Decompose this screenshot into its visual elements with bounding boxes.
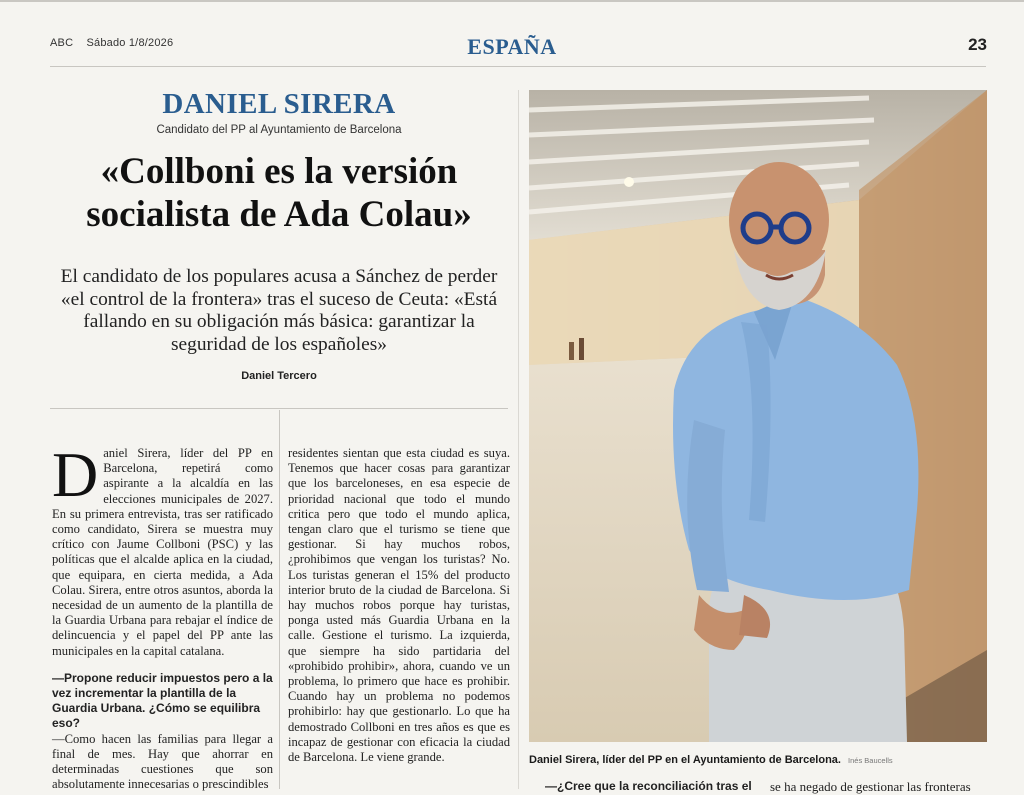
issue-date: Sábado 1/8/2026 bbox=[86, 37, 174, 49]
headline-line-1: «Collboni es la versión bbox=[100, 151, 458, 192]
photo-credit: Inés Baucells bbox=[848, 756, 893, 765]
next-column-fragment: se ha negado de gestionar las fronteras bbox=[770, 779, 971, 794]
column-2-text: residentes sientan que esta ciudad es suya. Tenemos que hacer cosas para garantizar que los barceloneses, en esa especie de prioridad nacional que todo el mundo critica pero que todo el mundo aplica, tengan claro que el turismo se tiene que gestionar. Si hay muchos robos, ¿prohibimos que vengan los turistas? No. Los turistas generan el 15% del producto interior bruto de la ciudad de Barcelona. Si hay muchos robos porque hay turistas, ponga usted más Guardia Urbana en la calle. Gestione el turismo. La izquierda, que siempre ha sido partidaria del «prohibido prohibir», ahora, cuando ve un problema, lo primero que hace es prohibir. Cuando hay un problema no podemos prohibirlo: hay que gestionarlo. Lo que ha demostrado Collboni en tres años es que es incapaz de gestionar con eficacia la ciudad de Barcelona. Le viene grande. bbox=[288, 446, 510, 765]
photo-caption bbox=[529, 754, 893, 766]
article-headline bbox=[40, 150, 518, 236]
caption-text: Daniel Sirera, líder del PP en el Ayuntamiento de Barcelona. bbox=[529, 754, 841, 766]
article-deck: El candidato de los populares acusa a Sánchez de perder «el control de la frontera» tras el suceso de Ceuta: «Está fallando en su obligación más básica: garantizar la seguridad de los españoles» bbox=[60, 266, 498, 355]
deck-rule bbox=[50, 408, 508, 409]
page-header bbox=[0, 28, 1024, 68]
intro-paragraph bbox=[52, 439, 273, 659]
photo-illustration bbox=[529, 90, 987, 742]
interview-question: —Propone reducir impuestos pero a la vez incrementar la plantilla de la Guardia Urbana. ¿Cómo se equilibra eso? bbox=[52, 670, 273, 731]
intro-text: aniel Sirera, líder del PP en Barcelona, repetirá como aspirante a la alcaldía en las elecciones municipales de 2027. En su primera entrevista, tras ser ratificado como candidato, Sirera se muestra muy crítico con Jaume Collboni (PSC) y las políticas que el alcalde aplica en la ciudad, que equipara, en cierta medida, a Ada Colau. Sirera, entre otros asuntos, aborda la necesidad de un aumento de la plantilla de la Guardia Urbana para rebajar el índice de delincuencia y el papel del PP ante las municipales en la capital catalana. bbox=[52, 446, 273, 658]
article-column-2 bbox=[288, 446, 510, 765]
section-title: ESPAÑA bbox=[467, 34, 557, 59]
article-byline: Daniel Tercero bbox=[241, 370, 317, 382]
photo-separator bbox=[518, 90, 519, 789]
column-separator bbox=[279, 410, 280, 789]
headline-line-2: socialista de Ada Colau» bbox=[86, 194, 472, 235]
header-rule bbox=[50, 66, 986, 67]
interview-answer: —Como hacen las familias para llegar a final de mes. Hay que ahorrar en determinadas cuestiones que son absolutamente innecesarias o prescindibles bbox=[52, 731, 273, 792]
next-question-fragment: —¿Cree que la reconciliación tras el bbox=[545, 779, 752, 793]
article-column-1 bbox=[52, 439, 273, 792]
article-kicker: DANIEL SIRERA bbox=[162, 88, 396, 120]
top-border bbox=[0, 0, 1024, 2]
drop-cap: D bbox=[52, 439, 99, 510]
page-number: 23 bbox=[968, 35, 987, 54]
article-photo bbox=[529, 90, 987, 742]
kicker-subtitle: Candidato del PP al Ayuntamiento de Barcelona bbox=[156, 124, 402, 136]
newspaper-name: ABC bbox=[50, 37, 74, 49]
